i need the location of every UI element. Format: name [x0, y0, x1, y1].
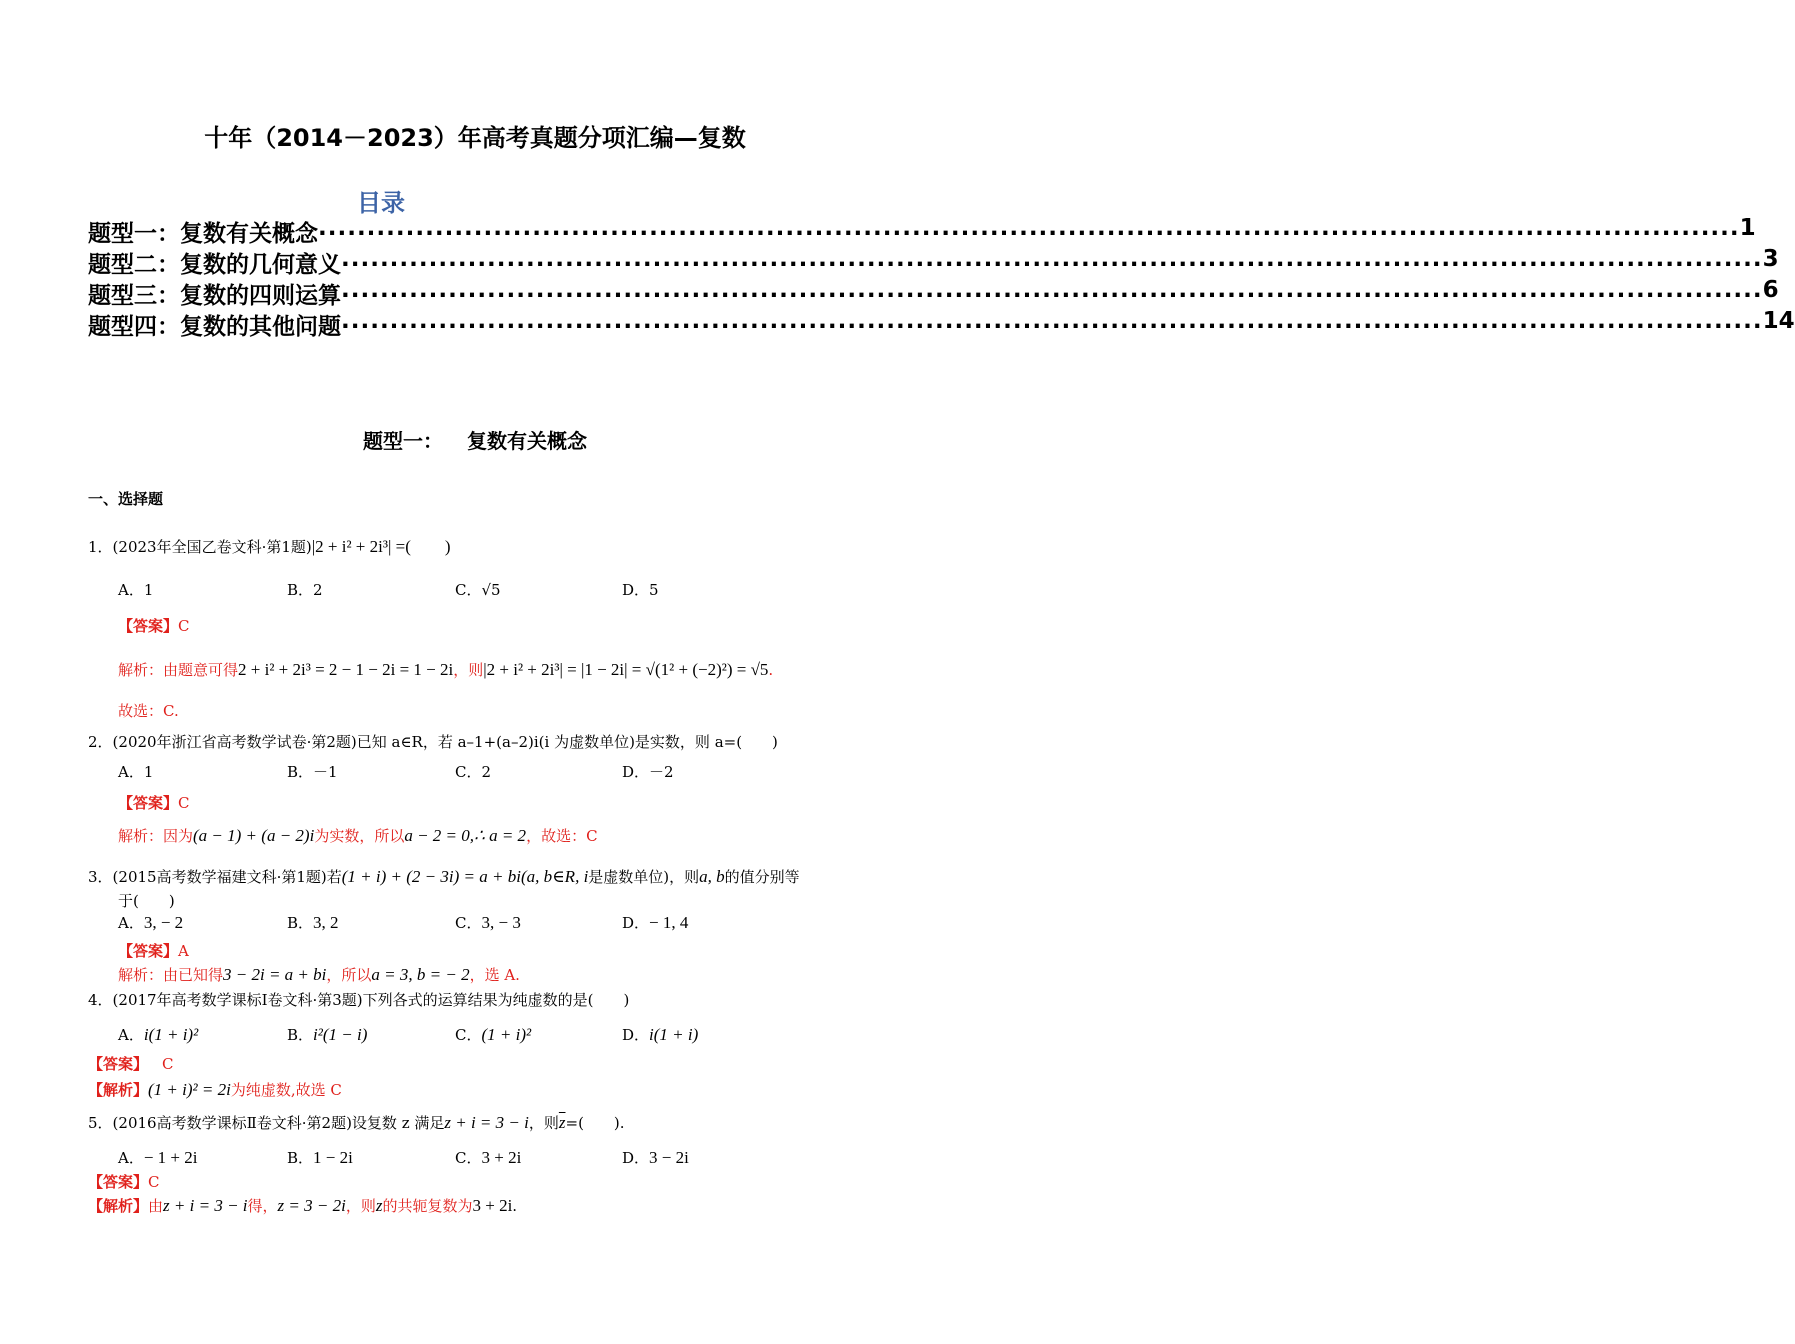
option-a: A．1	[118, 763, 154, 781]
solution-text: .	[512, 1197, 518, 1215]
question-text: 是虚数单位)，则	[588, 868, 700, 886]
toc-leader-dots: ..................................................................................................................................................	[341, 246, 1763, 272]
answer-tag: 【答案】	[88, 1173, 149, 1191]
answer-tag: 【答案】	[118, 794, 179, 812]
toc-heading: 目录	[357, 189, 405, 217]
question-number: 1．	[88, 538, 113, 556]
answer	[118, 792, 190, 813]
question-text: (2017年高考数学课标Ⅰ卷文科·第3题)下列各式的运算结果为纯虚数的是( )	[112, 991, 630, 1009]
answer	[88, 1053, 174, 1074]
solution-conclusion: 故选：C.	[118, 702, 179, 720]
option-label: B．	[287, 1026, 314, 1044]
answer-tag: 【答案】	[88, 1055, 149, 1073]
toc-leader-dots: ..................................................................................................................................................	[341, 277, 1763, 303]
question-expression: a, b	[699, 867, 725, 886]
solution-expression: z + i = 3 − i	[163, 1196, 248, 1215]
option-value: i(1 + i)	[649, 1025, 699, 1044]
toc-entry-title: 复数的其他问题	[180, 314, 341, 340]
question-text: 的值分别等	[724, 868, 800, 886]
option-b	[287, 1024, 367, 1045]
option-value: i(1 + i)²	[143, 1025, 199, 1044]
toc-entry-3[interactable]	[88, 277, 1779, 309]
question-number: 5．	[88, 1114, 113, 1132]
option-a	[118, 1147, 198, 1168]
solution-expression: (a − 1) + (a − 2)i	[193, 826, 315, 845]
toc-entry-label: 题型一：	[88, 221, 180, 247]
option-d	[622, 912, 688, 933]
solution-expression: z	[375, 1196, 383, 1215]
option-value: 3, − 2	[143, 913, 184, 932]
option-label: C．	[455, 914, 482, 932]
answer-value: C	[178, 617, 190, 635]
option-label: D．	[622, 914, 650, 932]
option-c	[455, 1147, 521, 1168]
option-value: − 1, 4	[649, 913, 689, 932]
question-text: =( ).	[565, 1114, 625, 1132]
solution-text: ，则	[345, 1197, 376, 1215]
toc-entry-page: 6	[1762, 277, 1779, 303]
option-a	[118, 912, 183, 933]
solution-expression: 2 + i² + 2i³ = 2 − 1 − 2i = 1 − 2i	[238, 660, 454, 679]
solution-expression: z = 3 − 2i	[277, 1196, 346, 1215]
answer	[118, 940, 189, 961]
toc-entry-4[interactable]	[88, 308, 1795, 340]
option-value: (1 + i)²	[481, 1025, 532, 1044]
question-3	[88, 866, 800, 887]
subsection-heading: 一、选择题	[88, 490, 164, 508]
option-value: − 1 + 2i	[143, 1148, 198, 1167]
section-title	[0, 425, 950, 454]
solution-text: 解析：由已知得	[118, 966, 224, 984]
answer-tag: 【答案】	[118, 942, 179, 960]
option-d: D．－2	[622, 763, 674, 781]
option-b: B．2	[287, 581, 323, 599]
toc-entry-title: 复数有关概念	[180, 221, 318, 247]
solution-text: ，则	[453, 661, 484, 679]
question-text: (2020年浙江省高考数学试卷·第2题)已知 a∈R，若 a–1+(a–2)i(i 为虚数单位)是实数，则 a=( )	[112, 733, 778, 751]
option-label: B．	[287, 1149, 314, 1167]
option-b: B．－1	[287, 763, 338, 781]
toc-entry-page: 14	[1762, 308, 1795, 334]
answer-value: C	[178, 794, 190, 812]
question-expression: z + i = 3 − i	[444, 1113, 529, 1132]
solution-expression: 3 + 2i	[472, 1196, 513, 1215]
option-b	[287, 912, 339, 933]
question-expression: (1 + i) + (2 − 3i) = a + bi	[341, 867, 521, 886]
solution-text: 得，	[247, 1197, 278, 1215]
question-4	[88, 989, 629, 1010]
toc-entry-1[interactable]	[88, 215, 1756, 247]
option-label: A．	[118, 1026, 144, 1044]
question-number: 4．	[88, 991, 113, 1009]
answer-value: A	[178, 942, 189, 960]
option-value: 3 + 2i	[481, 1148, 522, 1167]
option-c	[455, 1024, 531, 1045]
question-text: (2016高考数学课标Ⅱ卷文科·第2题)设复数 z 满足	[112, 1114, 445, 1132]
toc-entry-title: 复数的几何意义	[180, 252, 341, 278]
option-value: 3, − 3	[481, 913, 521, 932]
option-label: A．	[118, 914, 144, 932]
solution-expression: |2 + i² + 2i³| = |1 − 2i| = √(1² + (−2)²) = √5	[483, 660, 769, 679]
question-1	[88, 532, 451, 557]
solution-expression: a = 3, b = − 2	[371, 965, 470, 984]
solution-text: ，所以	[326, 966, 372, 984]
toc-entry-2[interactable]	[88, 246, 1779, 278]
question-expression: |2 + i² + 2i³| =( )	[311, 537, 451, 556]
option-d: D．5	[622, 581, 659, 599]
solution	[88, 1079, 342, 1100]
solution	[118, 825, 598, 846]
solution-expression: (1 + i)² = 2i	[148, 1080, 231, 1099]
section-name: 复数有关概念	[467, 429, 587, 453]
option-label: A．	[118, 1149, 144, 1167]
option-c: C．2	[455, 763, 492, 781]
solution-text: .	[768, 661, 774, 679]
solution	[118, 964, 520, 985]
option-label: C．	[455, 1149, 482, 1167]
option-label: C．	[455, 1026, 482, 1044]
question-number: 2．	[88, 733, 113, 751]
option-label: B．	[287, 914, 314, 932]
solution-tag: 【解析】	[88, 1081, 149, 1099]
solution-text: 的共轭复数为	[382, 1197, 473, 1215]
solution-text: ，故选：C	[526, 827, 598, 845]
toc-entry-label: 题型三：	[88, 283, 180, 309]
question-text: ，则	[528, 1114, 559, 1132]
option-a	[118, 1024, 198, 1045]
option-c	[455, 912, 521, 933]
option-value: 1 − 2i	[313, 1148, 353, 1167]
solution-expression: a − 2 = 0,∴ a = 2	[404, 826, 527, 845]
question-number: 3．	[88, 868, 113, 886]
answer	[88, 1171, 160, 1192]
section-label: 题型一：	[363, 429, 443, 453]
answer-value: C	[148, 1173, 160, 1191]
question-source: (2015高考数学福建文科·第1题)若	[112, 868, 342, 886]
option-value: 3, 2	[313, 913, 339, 932]
solution-tag: 【解析】	[88, 1197, 149, 1215]
toc-entry-label: 题型四：	[88, 314, 180, 340]
option-a: A．1	[118, 581, 154, 599]
toc-leader-dots: ..................................................................................................................................................	[341, 308, 1763, 334]
option-c: C．√5	[455, 581, 501, 599]
solution-text: 由	[148, 1197, 164, 1215]
solution-expression: 3 − 2i = a + bi	[223, 965, 327, 984]
question-source: (2023年全国乙卷文科·第1题)	[112, 538, 312, 556]
option-label: D．	[622, 1149, 650, 1167]
option-d	[622, 1024, 698, 1045]
question-5	[88, 1112, 625, 1133]
answer-value: C	[162, 1055, 174, 1073]
question-expression: (a, b∈R, i	[520, 867, 589, 886]
question-expression: $\overline{z}$	[558, 1113, 566, 1132]
question-2	[88, 731, 778, 752]
solution	[88, 1195, 517, 1216]
solution-text: 为实数，所以	[314, 827, 405, 845]
option-b	[287, 1147, 353, 1168]
question-text-continued: 于( )	[118, 892, 175, 910]
toc-entry-page: 3	[1762, 246, 1779, 272]
option-label: D．	[622, 1026, 650, 1044]
option-value: i²(1 − i)	[313, 1025, 368, 1044]
answer	[118, 615, 190, 636]
option-value: 3 − 2i	[649, 1148, 689, 1167]
solution-text: 解析：由题意可得	[118, 661, 239, 679]
answer-tag: 【答案】	[118, 617, 179, 635]
option-d	[622, 1147, 689, 1168]
solution-text: ，选 A.	[469, 966, 520, 984]
toc-entry-label: 题型二：	[88, 252, 180, 278]
toc-entry-page: 1	[1739, 215, 1756, 241]
toc-leader-dots: ..................................................................................................................................................	[318, 215, 1740, 241]
solution-text: 解析：因为	[118, 827, 194, 845]
toc-entry-title: 复数的四则运算	[180, 283, 341, 309]
solution-text: 为纯虚数,故选 C	[230, 1081, 342, 1099]
page-title: 十年（2014－2023）年高考真题分项汇编—复数	[204, 124, 746, 152]
solution	[118, 659, 773, 680]
